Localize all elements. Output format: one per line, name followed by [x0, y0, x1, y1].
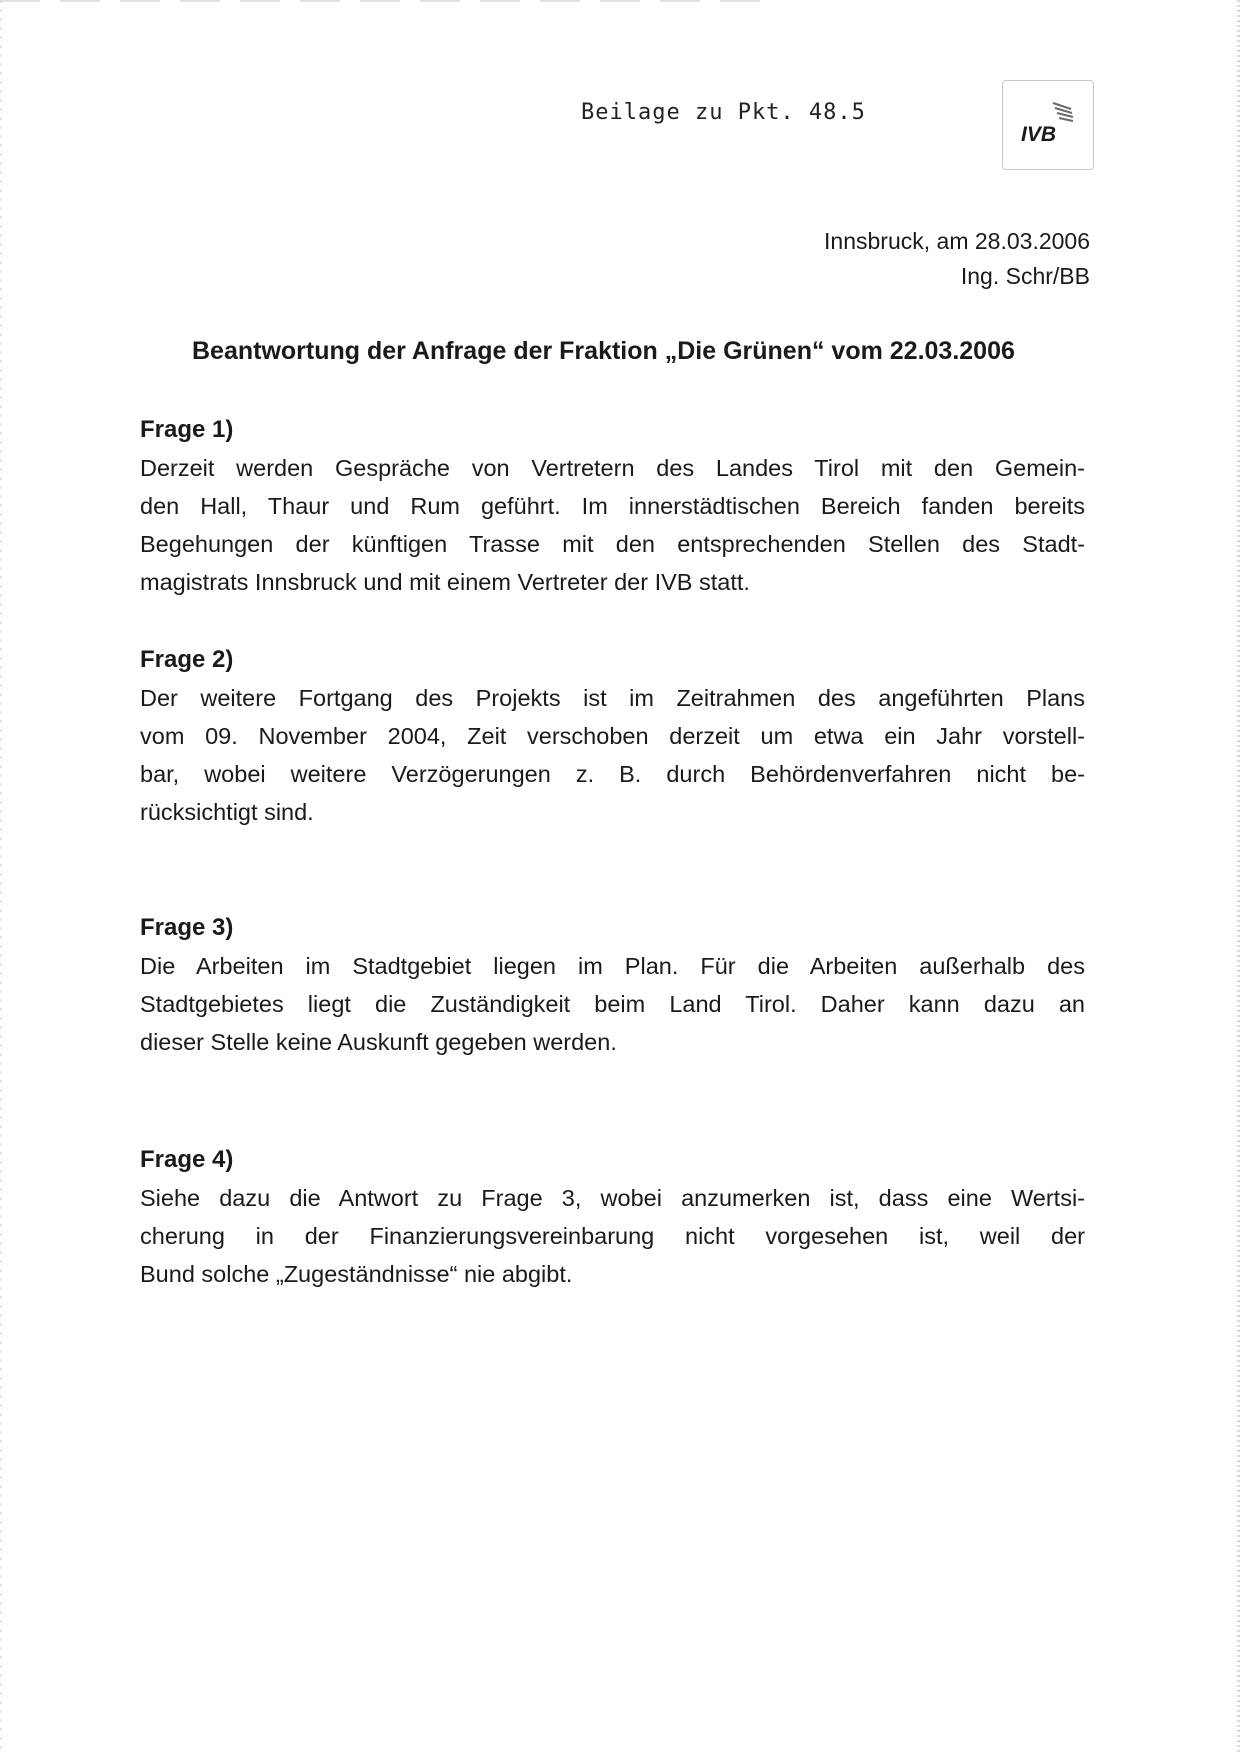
body-line: Bund solche „Zugeständnisse“ nie abgibt. — [140, 1261, 573, 1287]
body-line: Die Arbeiten im Stadtgebiet liegen im Plan. Für die Arbeiten außerhalb des — [140, 953, 1085, 979]
body-line: Derzeit werden Gespräche von Vertretern des Landes Tirol mit den Gemein- — [140, 455, 1085, 481]
question-section-4 — [140, 1141, 1085, 1293]
body-line: Siehe dazu die Antwort zu Frage 3, wobei anzumerken ist, dass eine Wertsi- — [140, 1185, 1085, 1211]
body-line: cherung in der Finanzierungsvereinbarung nicht vorgesehen ist, weil der — [140, 1223, 1085, 1249]
body-line: rücksichtigt sind. — [140, 799, 314, 825]
question-heading: Frage 1) — [140, 416, 234, 443]
place-date: Innsbruck, am 28.03.2006 — [824, 228, 1090, 254]
logo-text: IVB — [1021, 123, 1057, 146]
question-heading: Frage 2) — [140, 646, 234, 673]
question-section-1 — [140, 411, 1085, 601]
body-line: den Hall, Thaur und Rum geführt. Im innerstädtischen Bereich fanden bereits — [140, 493, 1085, 519]
body-line: Stadtgebietes liegt die Zuständigkeit beim Land Tirol. Daher kann dazu an — [140, 991, 1085, 1017]
question-heading: Frage 4) — [140, 1146, 234, 1173]
body-line: Der weitere Fortgang des Projekts ist im Zeitrahmen des angeführten Plans — [140, 685, 1085, 711]
reference-code: Ing. Schr/BB — [960, 263, 1090, 289]
body-line: magistrats Innsbruck und mit einem Vertreter der IVB statt. — [140, 569, 750, 595]
scan-edge-left — [0, 0, 2, 1753]
body-line: bar, wobei weitere Verzögerungen z. B. durch Behördenverfahren nicht be- — [140, 761, 1085, 787]
document-subject: Beantwortung der Anfrage der Fraktion „Die Grünen“ vom 22.03.2006 — [192, 337, 1015, 365]
date-block — [824, 224, 1090, 294]
question-section-2 — [140, 641, 1085, 831]
ivb-logo — [1002, 80, 1094, 170]
scan-edge-top — [0, 0, 760, 2]
question-heading: Frage 3) — [140, 914, 234, 941]
body-line: dieser Stelle keine Auskunft gegeben werden. — [140, 1029, 617, 1055]
question-section-3 — [140, 909, 1085, 1061]
ivb-logo-icon — [1015, 97, 1081, 147]
body-line: vom 09. November 2004, Zeit verschoben derzeit um etwa ein Jahr vorstell- — [140, 723, 1085, 749]
attachment-stamp: Beilage zu Pkt. 48.5 — [581, 100, 866, 125]
body-line: Begehungen der künftigen Trasse mit den entsprechenden Stellen des Stadt- — [140, 531, 1085, 557]
